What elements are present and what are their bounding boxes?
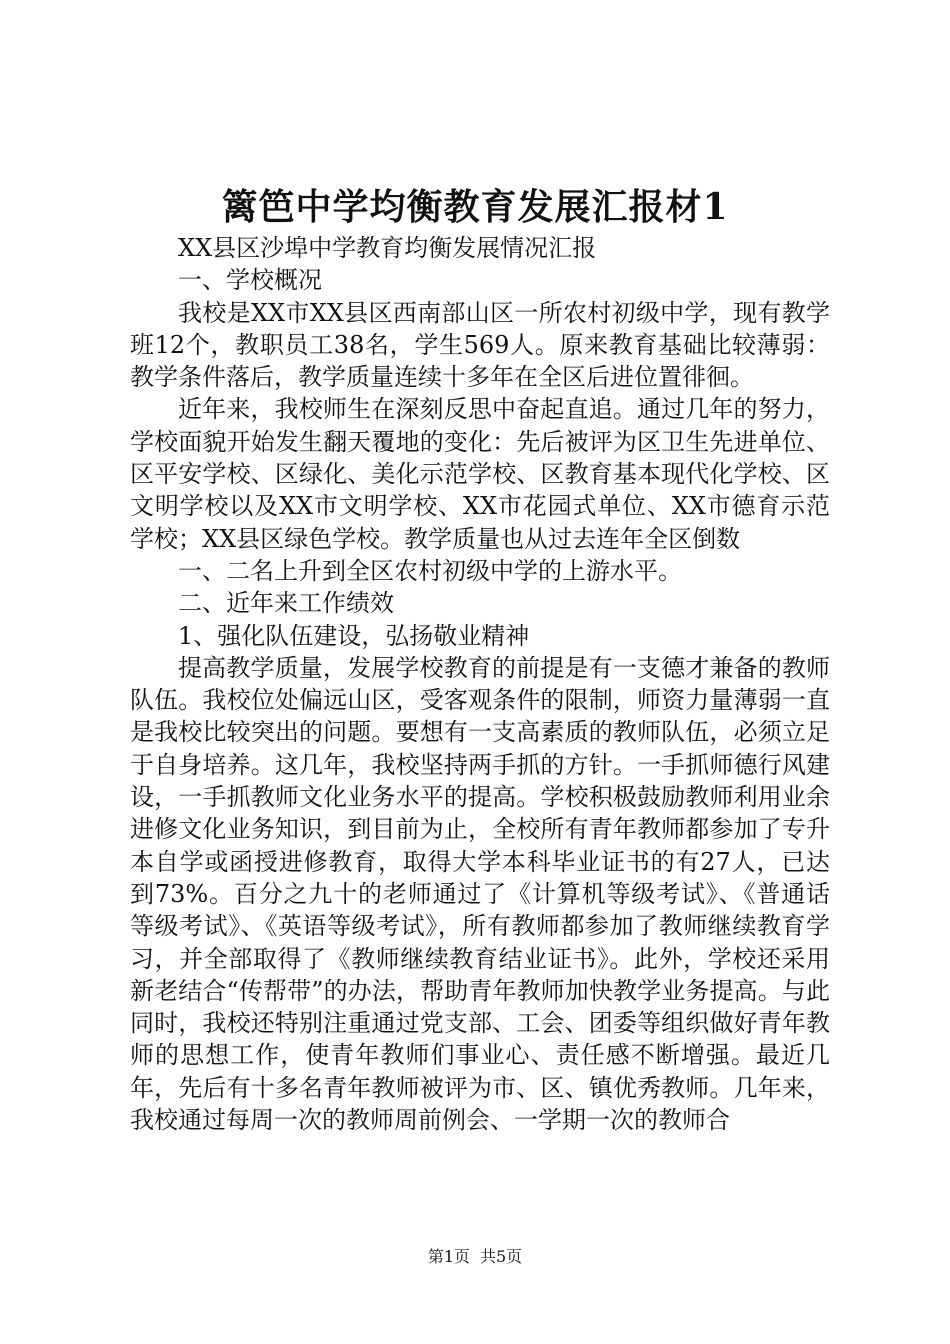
body-paragraph: 近年来，我校师生在深刻反思中奋起直追。通过几年的努力，学校面貌开始发生翻天覆地的变化：先后被评为区卫生先进单位、区平安学校、区绿化、美化示范学校、区教育基本现代化学校、区文明学校以及XX市文明学校、XX市花园式单位、XX市德育示范学校；XX县区绿色学校。教学质量也从过去连年全区倒数	[130, 395, 830, 553]
report-subtitle: XX县区沙埠中学教育均衡发展情况汇报	[178, 234, 597, 262]
body-paragraph: 提高教学质量，发展学校教育的前提是有一支德才兼备的教师队伍。我校位处偏远山区，受客观条件的限制，师资力量薄弱一直是我校比较突出的问题。要想有一支高素质的教师队伍，必须立足于自身培养。这几年，我校坚持两手抓的方针。一手抓师德行风建设，一手抓教师文化业务水平的提高。学校积极鼓励教师利用业余进修文化业务知识，到目前为止，全校所有青年教师都参加了专升本自学或函授进修教育，取得大学本科毕业证书的有27人，已达到73%。百分之九十的老师通过了《计算机等级考试》、《普通话等级考试》、《英语等级考试》，所有教师都参加了教师继续教育学习，并全部取得了《教师继续教育结业证书》。此外，学校还采用新老结合“传帮带”的办法，帮助青年教师加快教学业务提高。与此同时，我校还特别注重通过党支部、工会、团委等组织做好青年教师的思想工作，使青年教师们事业心、责任感不断增强。最近几年，先后有十多名青年教师被评为市、区、镇优秀教师。几年来，我校通过每周一次的教师周前例会、一学期一次的教师合	[130, 653, 830, 1135]
document-title: 篱笆中学均衡教育发展汇报材1	[221, 186, 729, 228]
document-body	[130, 232, 830, 1136]
page-footer	[0, 1246, 950, 1268]
body-paragraph: 一、二名上升到全区农村初级中学的上游水平。	[178, 556, 682, 585]
page-total: 共5页	[480, 1247, 523, 1266]
body-paragraph: 我校是XX市XX县区西南部山区一所农村初级中学，现有教学班12个，教职员工38名，学生569人。原来教育基础比较薄弱：教学条件落后，教学质量连续十多年在全区后进位置徘徊。	[130, 298, 830, 392]
section-heading: 一、学校概况	[178, 266, 322, 295]
section-heading: 二、近年来工作绩效	[178, 589, 394, 618]
subsection-heading: 1、强化队伍建设，弘扬敬业精神	[178, 621, 530, 650]
page-number: 第1页	[427, 1247, 470, 1266]
